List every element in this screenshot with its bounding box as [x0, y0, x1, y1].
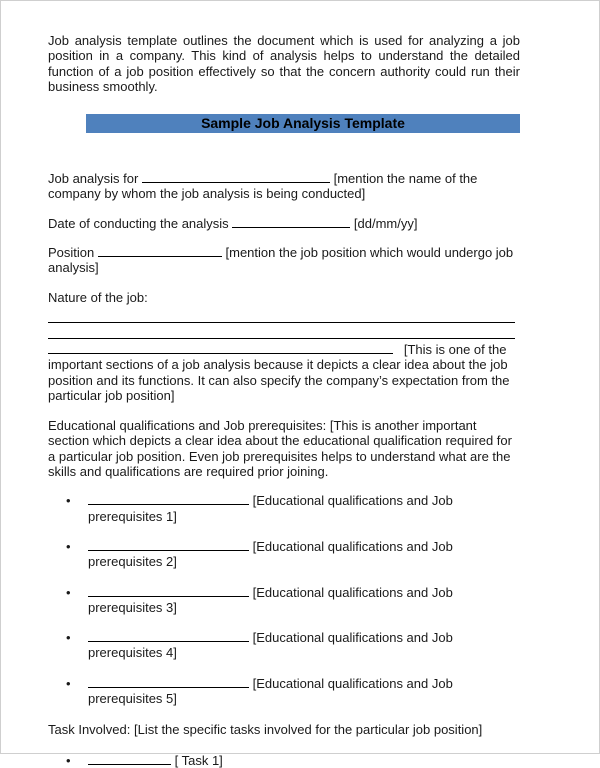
task-paragraph: Task Involved: [List the specific tasks involved for the particular job position]	[48, 722, 483, 738]
list-item	[48, 493, 520, 524]
field-hint: [This is one of the important sections of a job analysis because it depicts a clear idea about the job position and its functions. It can also specify the company’s expectation from the particular job position]	[48, 341, 510, 403]
item-hint: [Educational qualifications and Job prerequisites 5]	[88, 675, 453, 707]
list-item	[48, 585, 520, 616]
bullet-icon: •	[66, 584, 71, 600]
fill-in-line[interactable]	[48, 338, 515, 339]
field-label: Position	[48, 245, 95, 261]
field-hint: [dd/mm/yy]	[353, 215, 418, 231]
education-paragraph: Educational qualifications and Job prerequisites: [This is another important section which depicts a clear idea about the educational qualification required for a particular job position. Even job prerequisites helps to understand what are the skills and qualifications are required prior joining.	[48, 418, 512, 480]
item-hint: [Educational qualifications and Job prerequisites 4]	[88, 630, 453, 661]
bullet-icon: •	[66, 675, 71, 691]
item-hint: [Educational qualifications and Job prerequisites 1]	[88, 493, 453, 524]
field-job-analysis-for	[48, 171, 520, 202]
list-item	[48, 539, 520, 570]
field-nature	[48, 342, 520, 403]
field-hint: [mention the job position which would undergo job analysis]	[48, 245, 514, 276]
fill-in-blank[interactable]	[88, 753, 171, 765]
field-position	[48, 245, 520, 276]
item-hint: [ Task 1]	[174, 752, 223, 768]
fill-in-blank[interactable]	[48, 342, 393, 354]
field-label: Date of conducting the analysis	[48, 215, 229, 231]
fill-in-blank[interactable]	[88, 630, 249, 642]
task-list	[48, 753, 520, 768]
field-hint: [mention the name of the company by whom the job analysis is being conducted]	[48, 171, 478, 202]
fill-in-blank[interactable]	[88, 493, 249, 505]
document-title: Sample Job Analysis Template	[86, 114, 520, 133]
list-item	[48, 676, 520, 707]
list-item	[48, 630, 520, 661]
item-hint: [Educational qualifications and Job prerequisites 3]	[88, 584, 453, 615]
fill-in-blank[interactable]	[142, 171, 330, 183]
bullet-icon: •	[66, 493, 71, 509]
item-hint: [Educational qualifications and Job prerequisites 2]	[88, 538, 453, 570]
field-label: Job analysis for	[48, 171, 139, 187]
fill-in-blank[interactable]	[88, 676, 249, 688]
bullet-icon: •	[66, 752, 71, 768]
bullet-icon: •	[66, 538, 71, 554]
fill-in-blank[interactable]	[88, 585, 249, 597]
education-list	[48, 493, 520, 706]
bullet-icon: •	[66, 630, 71, 646]
fill-in-blank[interactable]	[232, 216, 350, 228]
field-date	[48, 216, 520, 231]
list-item	[48, 753, 520, 768]
fill-in-blank[interactable]	[98, 245, 222, 257]
fill-in-blank[interactable]	[88, 539, 249, 551]
document-body	[48, 33, 520, 768]
intro-paragraph: Job analysis template outlines the document which is used for analyzing a job position in a company. This kind of analysis helps to understand the detailed function of a job position effectively so that the concern authority could run their business smoothly.	[48, 33, 520, 94]
field-nature-label: Nature of the job:	[48, 289, 148, 305]
